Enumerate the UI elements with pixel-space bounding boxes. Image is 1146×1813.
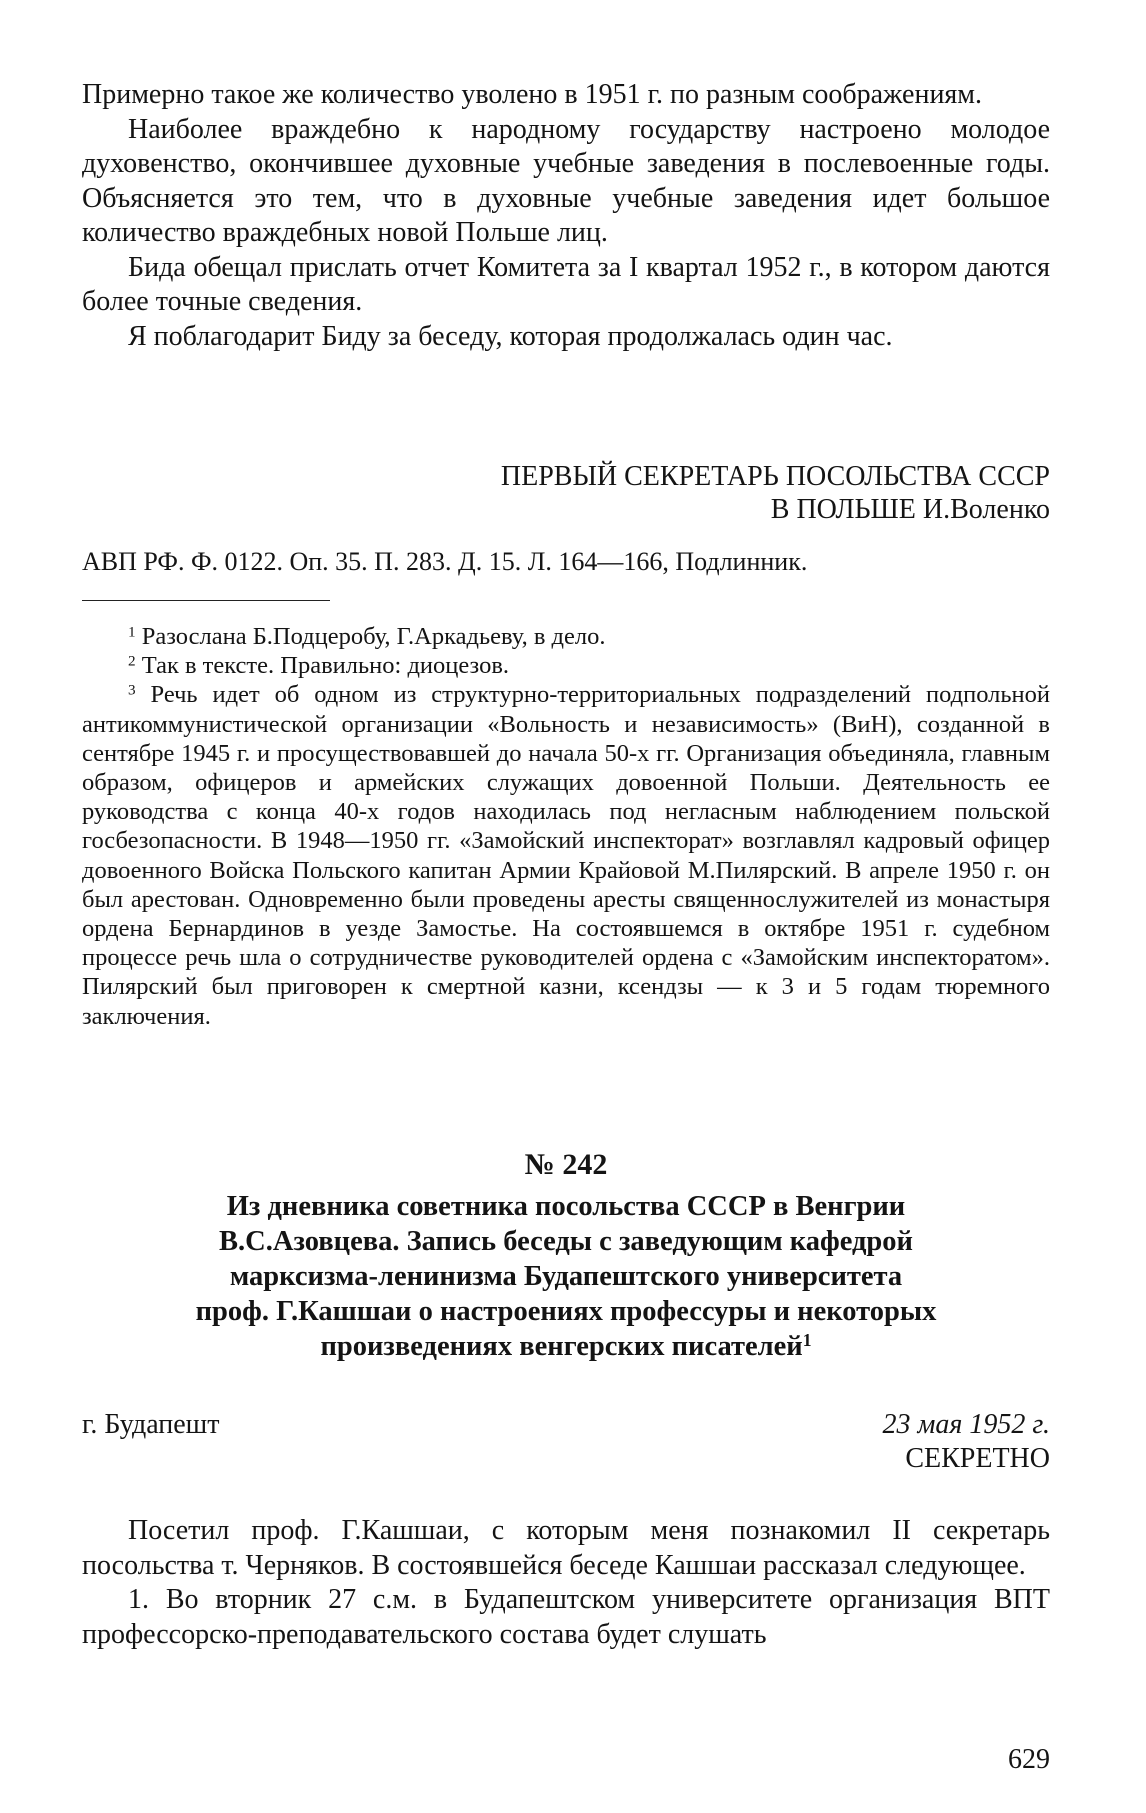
footnote-number: 2 [128,652,136,670]
title-footnote-mark: 1 [802,1330,812,1351]
source-reference: АВП РФ. Ф. 0122. Оп. 35. П. 283. Д. 15. Л. 164—166, Подлинник. [82,547,808,576]
document-heading [82,1147,1050,1364]
document-title-line: В.С.Азовцева. Запись беседы с заведующим кафедрой [219,1226,913,1257]
footnote-number: 3 [128,681,136,699]
signature-block [82,460,1050,526]
document-place: г. Будапешт [82,1409,220,1440]
footnote-divider [82,600,330,601]
footnote-text: Речь идет об одном из структурно-территориальных подразделений подпольной антикоммунистической организации «Вольность и независимость» (ВиН), созданной в сентябре 1945 г. и просуществовавшей до начала 50-х гг. Организация объединяла, главным образом, офицеров и армейских служащих довоенной Польши. Деятельность ее руководства с конца 40-х годов находилась под негласным наблюдением польской госбезопасности. В 1948—1950 гг. «Замойский инспекторат» возглавлял кадровый офицер довоенного Войска Польского капитан Армии Крайовой М.Пилярский. В апреле 1950 г. он был арестован. Одновременно были проведены аресты священнослужителей из монастыря ордена Бернардинов в уезде Замостье. На состоявшемся в октябре 1951 г. судебном процессе речь шла о сотрудничестве руководителей ордена с «Замойским инспекторатом». Пилярский был приговорен к смертной казни, ксендзы — к 3 и 5 годам тюремного заключения. [82,681,1050,1030]
footnote [82,680,1050,1030]
paragraph: Бида обещал прислать отчет Комитета за I квартал 1952 г., в котором даются более точные сведения. [82,251,1050,317]
document-date: 23 мая 1952 г. [882,1409,1050,1440]
footnote-text: Разослана Б.Подцеробу, Г.Аркадьеву, в дело. [141,623,606,650]
signature-line-1: ПЕРВЫЙ СЕКРЕТАРЬ ПОСОЛЬСТВА СССР [500,461,1050,492]
document-title-line: проф. Г.Кашшаи о настроениях профессуры и некоторых [195,1296,937,1327]
footnote-number: 1 [128,623,136,641]
document-title-line: марксизма-ленинизма Будапештского университета [229,1261,903,1292]
document-title-line [82,1329,1050,1364]
footnotes [82,622,1050,1031]
paragraph: Я поблагодарит Биду за беседу, которая продолжалась один час. [128,320,893,352]
document-number: № 242 [524,1148,608,1181]
footnote-divider-wrap [82,600,1050,601]
archive-source [82,546,1050,578]
signature-line-2: В ПОЛЬШЕ И.Воленко [770,494,1050,525]
paragraph: Наиболее враждебно к народному государству настроено молодое духовенство, окончившее духовные учебные заведения в послевоенные годы. Объясняется это тем, что в духовные учебные заведения идет большое количество враждебных новой Польше лиц. [82,113,1050,248]
bottom-text-block [82,1514,1050,1652]
footnote [82,622,1050,651]
classification-stamp: СЕКРЕТНО [905,1443,1050,1474]
footnote [82,651,1050,680]
place-date-row [82,1408,1050,1476]
footnote-text: Так в тексте. Правильно: диоцезов. [141,652,510,680]
paragraph: Примерно такое же количество уволено в 1951 г. по разным соображениям. [82,79,983,110]
paragraph: 1. Во вторник 27 с.м. в Будапештском университете организация ВПТ профессорско-преподавательского состава будет слушать [82,1584,1050,1650]
document-title-line: Из дневника советника посольства СССР в Венгрии [226,1191,906,1222]
paragraph: Посетил проф. Г.Кашшаи, с которым меня познакомил II секретарь посольства т. Черняков. В состоявшейся беседе Кашшаи рассказал следующее. [82,1515,1050,1581]
title-last-line-text: произведениях венгерских писателей [320,1331,803,1362]
page-number: 629 [1008,1744,1050,1775]
top-text-block [82,78,1050,354]
